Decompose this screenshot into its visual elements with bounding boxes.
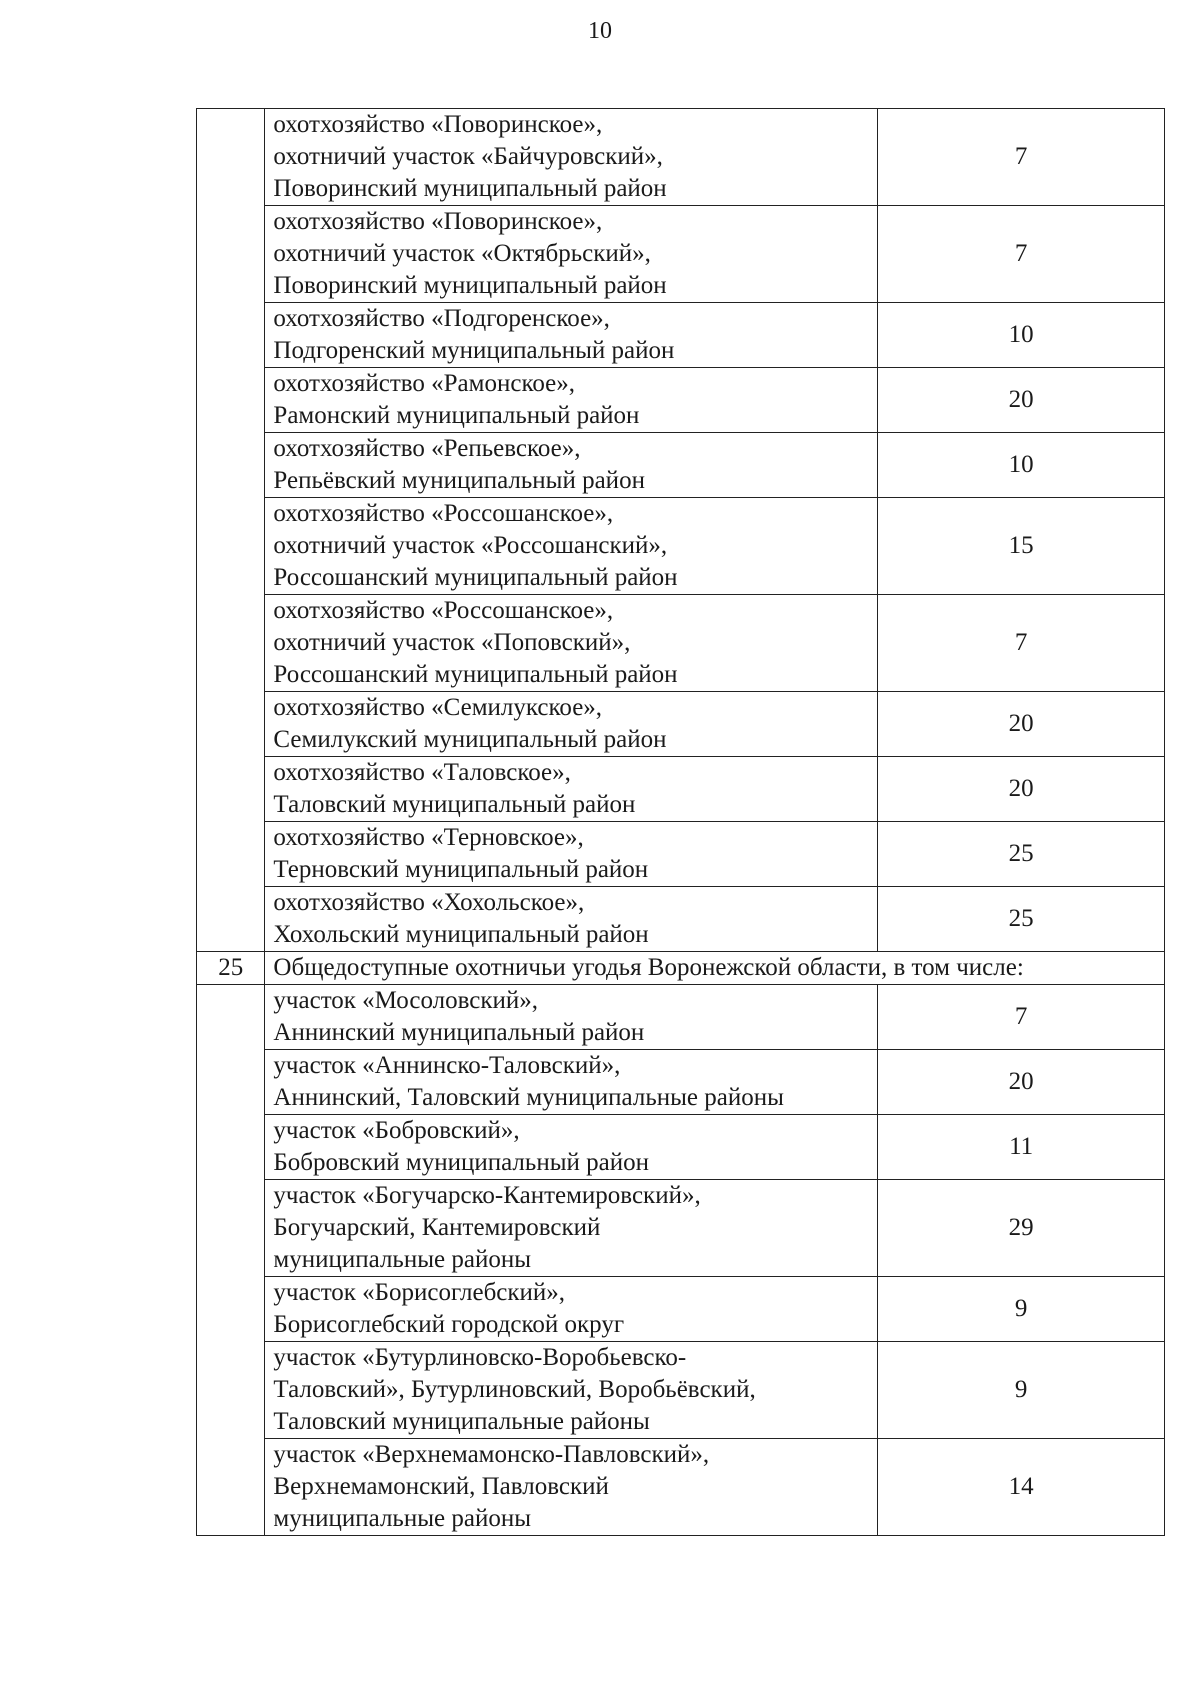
quota-value-cell: 10 <box>878 303 1165 368</box>
quota-value-cell: 29 <box>878 1180 1165 1277</box>
table-row <box>197 692 1165 757</box>
quota-value-cell: 25 <box>878 822 1165 887</box>
name-line: охотничий участок «Россошанский», <box>273 532 668 559</box>
table-row <box>197 757 1165 822</box>
quota-value-cell: 7 <box>878 206 1165 303</box>
table-row <box>197 498 1165 595</box>
name-line: участок «Бобровский», <box>273 1117 520 1144</box>
table-row <box>197 368 1165 433</box>
quota-value-cell: 14 <box>878 1439 1165 1536</box>
table-row <box>197 887 1165 952</box>
name-line: охотхозяйство «Россошанское», <box>273 500 614 527</box>
quota-value-cell: 20 <box>878 757 1165 822</box>
quota-value-cell: 7 <box>878 109 1165 206</box>
name-line: Терновский муниципальный район <box>273 856 649 883</box>
hunting-ground-name-cell <box>265 757 878 822</box>
name-line: Бобровский муниципальный район <box>273 1149 649 1176</box>
table-row <box>197 303 1165 368</box>
table-row <box>197 433 1165 498</box>
name-line: охотхозяйство «Семилукское», <box>273 694 603 721</box>
name-line: участок «Борисоглебский», <box>273 1279 566 1306</box>
name-line: охотничий участок «Поповский», <box>273 629 631 656</box>
name-line: охотхозяйство «Терновское», <box>273 824 584 851</box>
name-line: Поворинский муниципальный район <box>273 272 667 299</box>
page-number: 10 <box>588 18 612 44</box>
hunting-ground-name-cell <box>265 303 878 368</box>
name-line: Репьёвский муниципальный район <box>273 467 645 494</box>
name-line: Семилукский муниципальный район <box>273 726 667 753</box>
hunting-ground-name-cell <box>265 206 878 303</box>
hunting-grounds-table <box>196 108 1165 1536</box>
table-row <box>197 109 1165 206</box>
table-row <box>197 822 1165 887</box>
name-line: охотничий участок «Байчуровский», <box>273 143 663 170</box>
name-line: Россошанский муниципальный район <box>273 661 678 688</box>
quota-value-cell: 20 <box>878 368 1165 433</box>
quota-value-cell: 7 <box>878 595 1165 692</box>
name-line: Аннинский, Таловский муниципальные районы <box>273 1084 784 1111</box>
quota-value-cell: 20 <box>878 1050 1165 1115</box>
quota-value-cell: 9 <box>878 1342 1165 1439</box>
hunting-ground-name-cell <box>265 1439 878 1536</box>
hunting-ground-name-cell <box>265 1342 878 1439</box>
quota-value-cell: 7 <box>878 985 1165 1050</box>
table-row <box>197 206 1165 303</box>
quota-value-cell: 15 <box>878 498 1165 595</box>
table-row <box>197 985 1165 1050</box>
name-line: Подгоренский муниципальный район <box>273 337 675 364</box>
quota-value-cell: 9 <box>878 1277 1165 1342</box>
name-line: охотхозяйство «Таловское», <box>273 759 571 786</box>
hunting-ground-name-cell <box>265 1277 878 1342</box>
hunting-ground-name-cell <box>265 595 878 692</box>
section-number: 25 <box>197 952 265 985</box>
name-line: Верхнемамонский, Павловский <box>273 1473 609 1500</box>
name-line: Хохольский муниципальный район <box>273 921 649 948</box>
name-line: участок «Мосоловский», <box>273 987 539 1014</box>
table-row <box>197 595 1165 692</box>
table-row <box>197 1115 1165 1180</box>
name-line: охотхозяйство «Россошанское», <box>273 597 614 624</box>
row-number-cell-empty <box>197 109 265 952</box>
name-line: охотхозяйство «Поворинское», <box>273 208 603 235</box>
section-header-row <box>197 952 1165 985</box>
hunting-ground-name-cell <box>265 433 878 498</box>
hunting-ground-name-cell <box>265 822 878 887</box>
name-line: охотхозяйство «Хохольское», <box>273 889 585 916</box>
table-row <box>197 1050 1165 1115</box>
quota-value-cell: 25 <box>878 887 1165 952</box>
name-line: Таловский муниципальные районы <box>273 1408 650 1435</box>
quota-value-cell: 11 <box>878 1115 1165 1180</box>
hunting-ground-name-cell <box>265 368 878 433</box>
name-line: охотхозяйство «Репьевское», <box>273 435 581 462</box>
name-line: охотхозяйство «Рамонское», <box>273 370 575 397</box>
hunting-ground-name-cell <box>265 692 878 757</box>
name-line: охотхозяйство «Подгоренское», <box>273 305 610 332</box>
name-line: Россошанский муниципальный район <box>273 564 678 591</box>
name-line: охотничий участок «Октябрьский», <box>273 240 651 267</box>
name-line: Рамонский муниципальный район <box>273 402 640 429</box>
table-row <box>197 1277 1165 1342</box>
name-line: Таловский», Бутурлиновский, Воробьёвский, <box>273 1376 756 1403</box>
name-line: Таловский муниципальный район <box>273 791 636 818</box>
hunting-ground-name-cell <box>265 1115 878 1180</box>
name-line: охотхозяйство «Поворинское», <box>273 111 603 138</box>
quota-value-cell: 20 <box>878 692 1165 757</box>
name-line: Борисоглебский городской округ <box>273 1311 625 1338</box>
section-title: Общедоступные охотничьи угодья Воронежской области, в том числе: <box>265 952 1165 985</box>
name-line: участок «Верхнемамонско-Павловский», <box>273 1441 710 1468</box>
hunting-ground-name-cell <box>265 498 878 595</box>
name-line: участок «Бутурлиновско-Воробьевско- <box>273 1344 687 1371</box>
name-line: Аннинский муниципальный район <box>273 1019 645 1046</box>
hunting-ground-name-cell <box>265 1180 878 1277</box>
table-row <box>197 1180 1165 1277</box>
name-line: муниципальные районы <box>273 1505 532 1532</box>
hunting-ground-name-cell <box>265 887 878 952</box>
quota-value-cell: 10 <box>878 433 1165 498</box>
name-line: участок «Аннинско-Таловский», <box>273 1052 621 1079</box>
row-number-cell-empty <box>197 985 265 1536</box>
name-line: Поворинский муниципальный район <box>273 175 667 202</box>
name-line: муниципальные районы <box>273 1246 532 1273</box>
name-line: участок «Богучарско-Кантемировский», <box>273 1182 701 1209</box>
name-line: Богучарский, Кантемировский <box>273 1214 601 1241</box>
hunting-ground-name-cell <box>265 1050 878 1115</box>
hunting-ground-name-cell <box>265 109 878 206</box>
hunting-ground-name-cell <box>265 985 878 1050</box>
table-row <box>197 1342 1165 1439</box>
table-row <box>197 1439 1165 1536</box>
